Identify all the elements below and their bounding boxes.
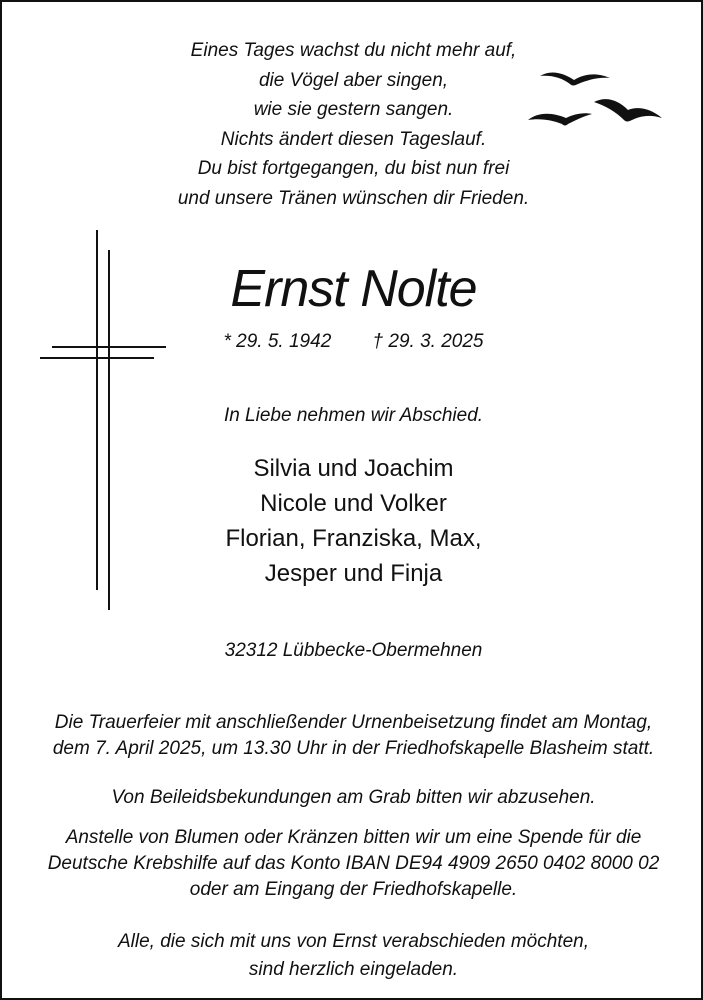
donation-info <box>2 825 703 903</box>
invitation <box>2 928 703 984</box>
invitation-line: sind herzlich eingeladen. <box>248 959 459 980</box>
poem-line: Nichts ändert diesen Tageslauf. <box>220 128 487 150</box>
poem-line: die Vögel aber singen, <box>258 69 449 91</box>
service-line: dem 7. April 2025, um 13.30 Uhr in der Friedhofskapelle Blasheim statt. <box>52 738 655 759</box>
bird-icon <box>528 113 592 125</box>
place: 32312 Lübbecke-Obermehnen <box>224 640 483 661</box>
deceased-name: Ernst Nolte <box>230 260 477 318</box>
flying-birds-icon <box>522 62 672 132</box>
bird-icon <box>540 73 610 86</box>
bird-icon <box>594 99 662 121</box>
donation-line: oder am Eingang der Friedhofskapelle. <box>189 879 518 900</box>
family-line: Florian, Franziska, Max, <box>225 525 482 552</box>
death-date: † 29. 3. 2025 <box>372 331 484 352</box>
donation-line: Anstelle von Blumen oder Kränzen bitten wir um eine Spende für die <box>65 827 642 848</box>
birth-date: * 29. 5. 1942 <box>223 331 332 352</box>
farewell-line: In Liebe nehmen wir Abschied. <box>223 405 484 426</box>
family-line: Jesper und Finja <box>264 560 443 587</box>
service-info <box>2 710 703 762</box>
poem-line: wie sie gestern sangen. <box>253 99 454 120</box>
donation-line: Deutsche Krebshilfe auf das Konto IBAN DE94 4909 2650 0402 8000 02 <box>47 853 660 874</box>
family-line: Nicole und Volker <box>260 490 447 517</box>
poem-line: Eines Tages wachst du nicht mehr auf, <box>190 40 517 61</box>
life-dates <box>2 329 703 355</box>
service-line: Die Trauerfeier mit anschließender Urnenbeisetzung findet am Montag, <box>54 712 653 733</box>
invitation-line: Alle, die sich mit uns von Ernst verabschieden möchten, <box>117 931 589 952</box>
condolence-note: Von Beileidsbekundungen am Grab bitten wir abzusehen. <box>111 787 596 808</box>
family-names <box>2 451 703 591</box>
poem-line: und unsere Tränen wünschen dir Frieden. <box>177 187 530 209</box>
poem-line: Du bist fortgegangen, du bist nun frei <box>197 158 510 179</box>
family-line: Silvia und Joachim <box>253 455 454 482</box>
